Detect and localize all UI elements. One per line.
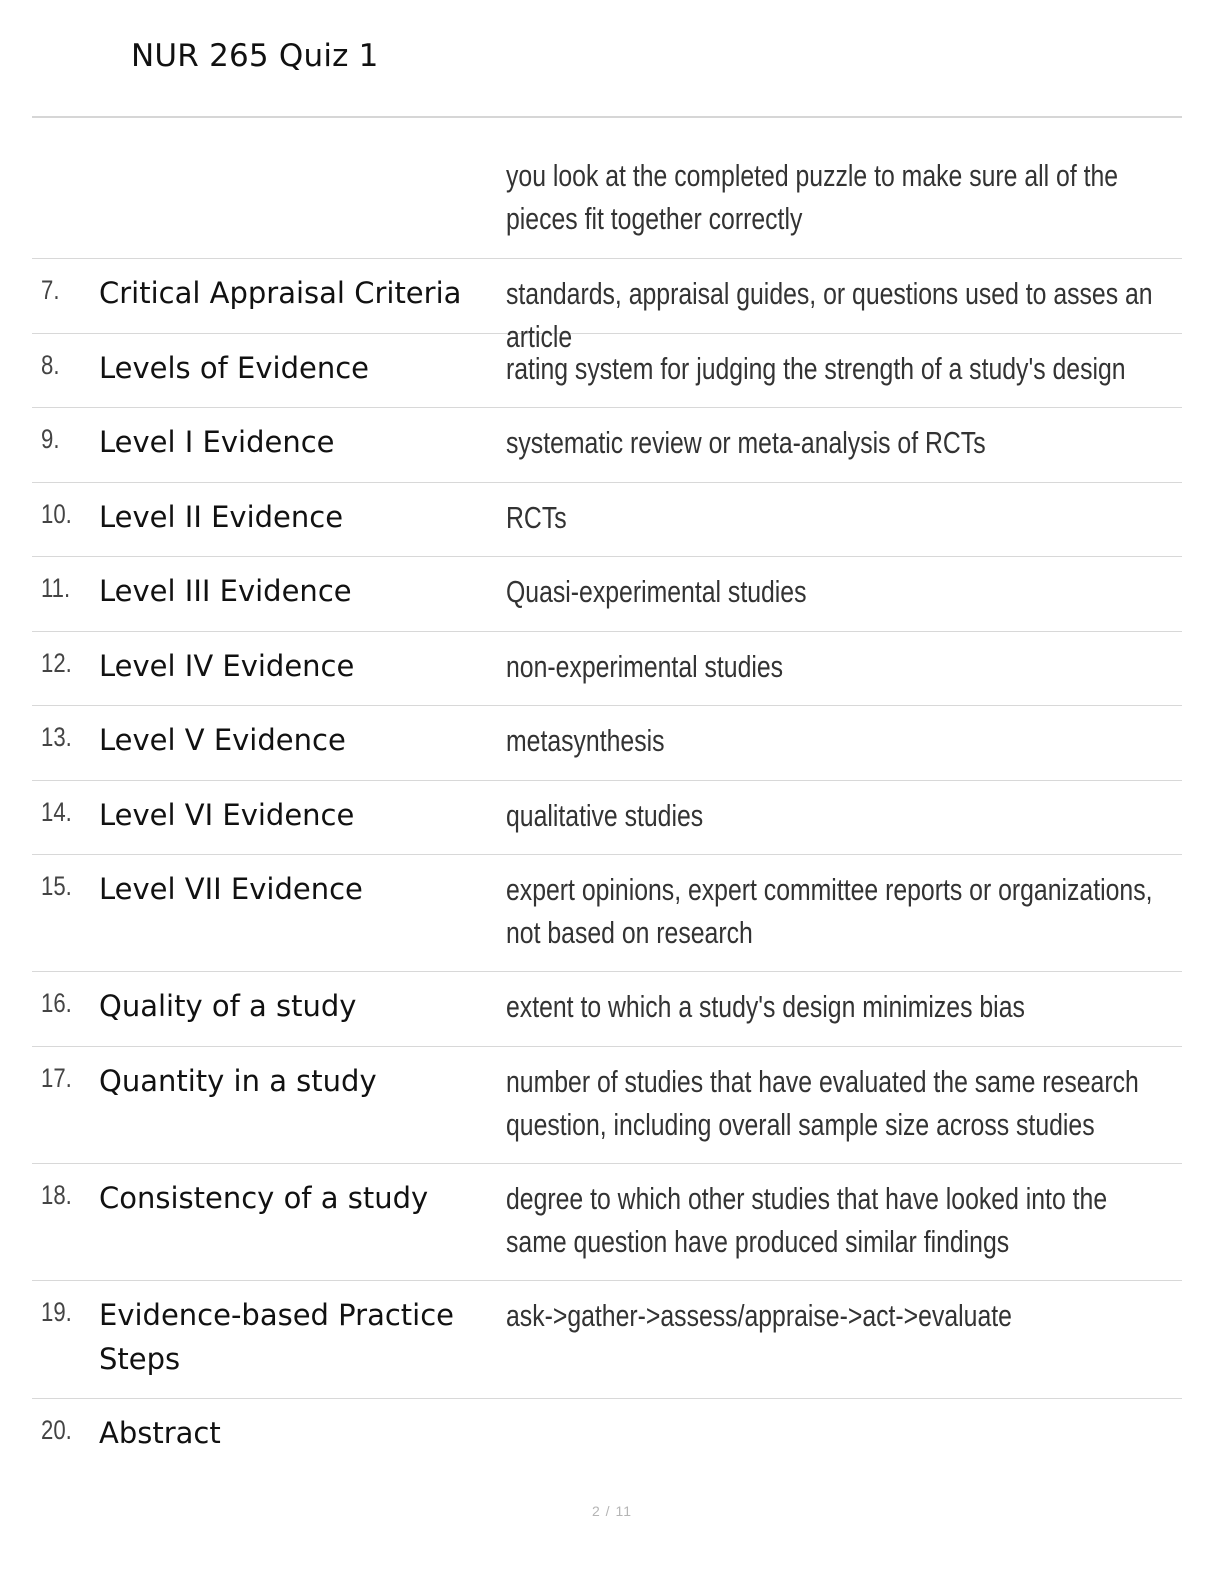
table-row — [32, 1164, 1182, 1281]
card-number: 19. — [41, 1297, 72, 1327]
table-row — [32, 1047, 1182, 1164]
table-row — [32, 1281, 1182, 1399]
definition-text: ask->gather->assess/appraise->act->evaluate — [506, 1298, 1012, 1333]
document-title: NUR 265 Quiz 1 — [131, 38, 379, 74]
term-text: Critical Appraisal Criteria — [99, 276, 462, 310]
table-row — [32, 483, 1182, 557]
definition-text: degree to which other studies that have looked into the same question have produced similar findings — [506, 1181, 1108, 1259]
definition-text: RCTs — [506, 500, 567, 535]
table-row-continuation — [32, 118, 1182, 259]
card-number: 15. — [41, 871, 72, 901]
definition-text: extent to which a study's design minimizes bias — [506, 989, 1025, 1024]
term-text: Level V Evidence — [99, 723, 346, 757]
table-row — [32, 632, 1182, 706]
table-row — [32, 855, 1182, 972]
page-number: 2 / 11 — [592, 1503, 632, 1519]
definition-text: expert opinions, expert committee reports or organizations, not based on research — [506, 872, 1153, 950]
term-text: Evidence-based Practice Steps — [99, 1298, 455, 1376]
definition-text: metasynthesis — [506, 723, 665, 758]
definition-text: systematic review or meta-analysis of RCTs — [506, 425, 986, 460]
definition-text: Quasi-experimental studies — [506, 574, 807, 609]
card-number: 17. — [41, 1063, 72, 1093]
card-number: 12. — [41, 648, 72, 678]
table-row — [32, 408, 1182, 483]
term-text: Level IV Evidence — [99, 649, 355, 683]
table-row — [32, 781, 1182, 855]
table-row — [32, 259, 1182, 354]
card-number: 16. — [41, 988, 72, 1018]
definition-text: qualitative studies — [506, 798, 704, 833]
flashcard-table — [32, 118, 1182, 1469]
term-text: Level I Evidence — [99, 425, 335, 459]
card-number: 20. — [41, 1415, 72, 1445]
table-row — [32, 557, 1182, 632]
card-number: 10. — [41, 499, 72, 529]
card-number: 13. — [41, 722, 72, 752]
card-number: 14. — [41, 797, 72, 827]
term-text: Consistency of a study — [99, 1181, 429, 1215]
definition-text: you look at the completed puzzle to make sure all of the pieces fit together correctly — [506, 158, 1119, 236]
definition-text: rating system for judging the strength of a study's design — [506, 351, 1126, 386]
term-text: Level VI Evidence — [99, 798, 355, 832]
table-row — [32, 972, 1182, 1047]
card-number: 11. — [41, 573, 71, 603]
term-text: Levels of Evidence — [99, 351, 370, 385]
definition-text: number of studies that have evaluated the same research question, including overall sample size across studies — [506, 1064, 1139, 1142]
table-row — [32, 334, 1182, 408]
card-number: 7. — [41, 275, 60, 305]
definition-text: standards, appraisal guides, or questions used to asses an article — [506, 276, 1153, 354]
card-number: 9. — [41, 424, 60, 454]
term-text: Level II Evidence — [99, 500, 344, 534]
definition-text: non-experimental studies — [506, 649, 784, 684]
table-row — [32, 1399, 1182, 1469]
term-text: Quantity in a study — [99, 1064, 377, 1098]
table-row — [32, 706, 1182, 781]
card-number: 18. — [41, 1180, 72, 1210]
term-text: Level III Evidence — [99, 574, 352, 608]
term-text: Abstract — [99, 1416, 221, 1450]
term-text: Quality of a study — [99, 989, 357, 1023]
term-text: Level VII Evidence — [99, 872, 363, 906]
card-number: 8. — [41, 350, 60, 380]
